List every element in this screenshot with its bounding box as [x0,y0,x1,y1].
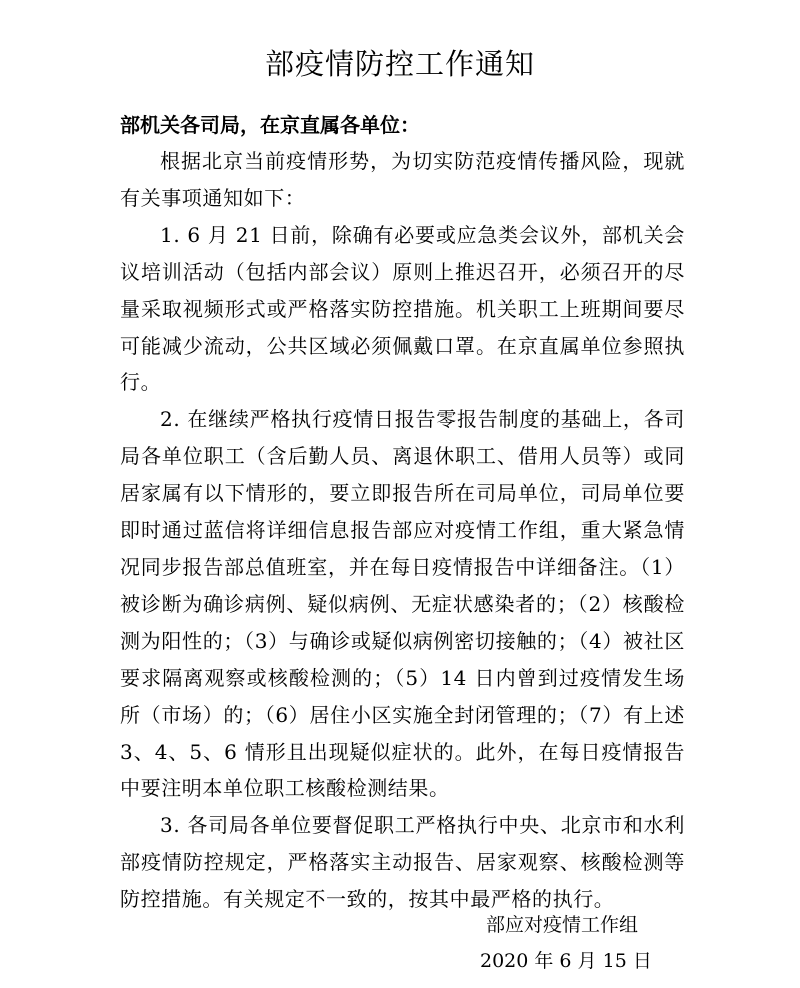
document-body [120,143,685,918]
signature-organization: 部应对疫情工作组 [486,914,639,936]
document-title: 部疫情防控工作通知 [264,47,535,81]
item-1-paragraph: 1. 6 月 21 日前，除确有必要或应急类会议外，部机关会议培训活动（包括内部会议）原则上推迟召开，必须召开的尽量采取视频形式或严格落实防控措施。机关职工上班期间要尽可能减少流动，公共区域必须佩戴口罩。在京直属单位参照执行。 [120,222,685,395]
signature-date: 2020 年 6 月 15 日 [480,950,652,972]
item-2-paragraph: 2. 在继续严格执行疫情日报告零报告制度的基础上，各司局各单位职工（含后勤人员、离退休职工、借用人员等）或同居家属有以下情形的，要立即报告所在司局单位，司局单位要即时通过蓝信将详细信息报告部应对疫情工作组，重大紧急情况同步报告部总值班室，并在每日疫情报告中详细备注。（1）被诊断为确诊病例、疑似病例、无症状感染者的；（2）核酸检测为阳性的；（3）与确诊或疑似病例密切接触的；（4）被社区要求隔离观察或核酸检测的；（5）14 日内曾到过疫情发生场所（市场）的；（6）居住小区实施全封闭管理的；（7）有上述 3、4、5、6 情形且出现疑似症状的。此外，在每日疫情报告中要注明本单位职工核酸检测结果。 [120,407,685,801]
item-3-paragraph: 3. 各司局各单位要督促职工严格执行中央、北京市和水利部疫情防控规定，严格落实主动报告、居家观察、核酸检测等防控措施。有关规定不一致的，按其中最严格的执行。 [120,813,685,912]
salutation: 部机关各司局，在京直属各单位： [120,113,420,137]
intro-paragraph: 根据北京当前疫情形势，为切实防范疫情传播风险，现就有关事项通知如下： [120,149,685,210]
signature-block [480,907,652,979]
